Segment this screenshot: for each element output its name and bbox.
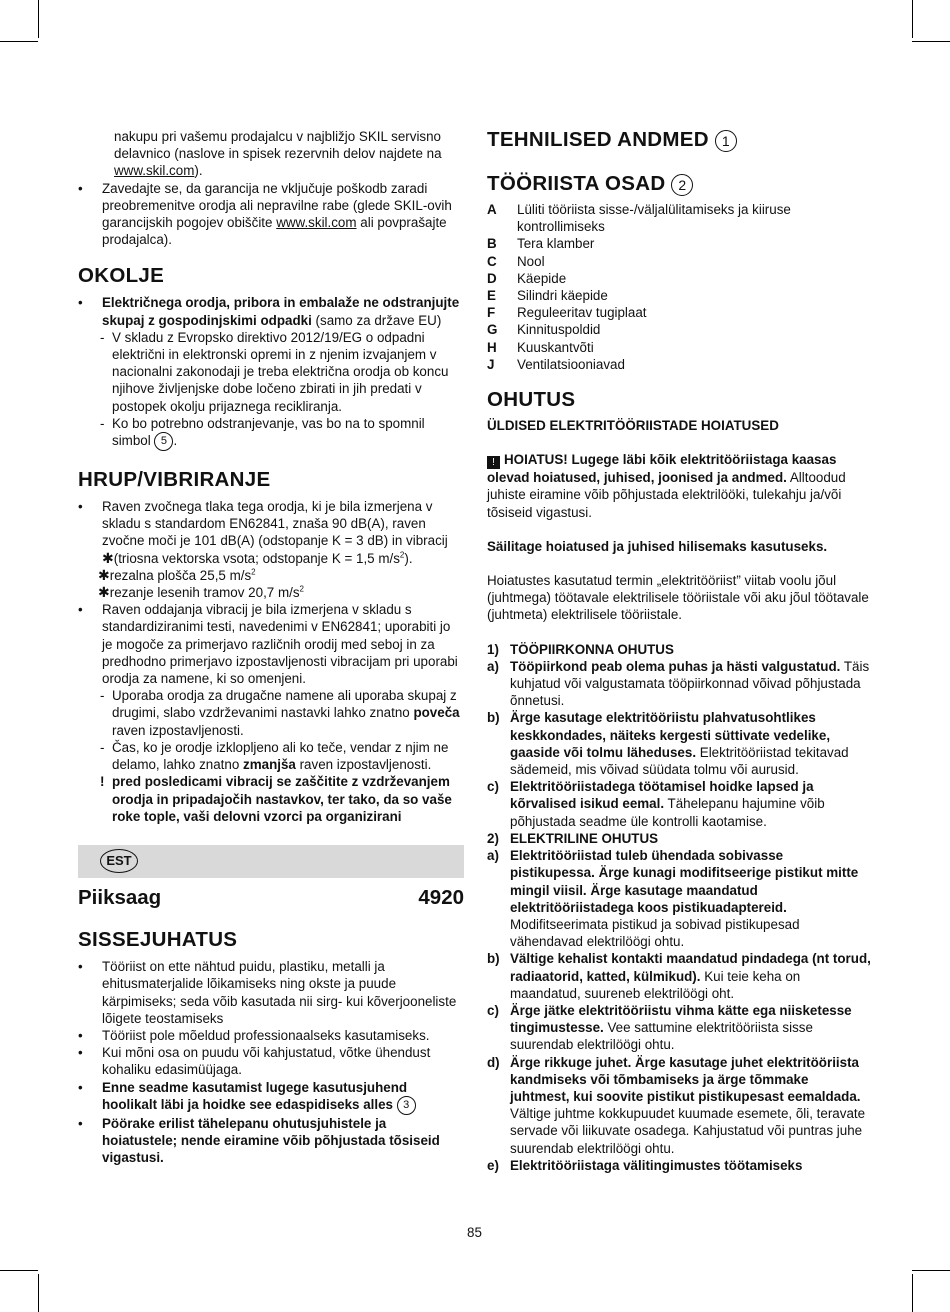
part-label: Kinnituspoldid — [517, 322, 601, 338]
parts-list-item — [487, 339, 871, 356]
safety-section-heading: 1) TÖÖPIIRKONNA OHUTUS — [487, 641, 674, 657]
parts-list — [487, 201, 871, 373]
vibration-value: ✱rezanje lesenih tramov 20,7 $m/s^2$ — [98, 584, 304, 601]
part-key: J — [487, 356, 495, 372]
crop-mark — [38, 0, 39, 38]
list-item: • Enne seadme kasutamist lugege kasutusjuhend hoolikalt läbi ja hoidke see edaspidiseks alles 3 — [78, 1079, 464, 1115]
left-column — [78, 128, 464, 1166]
list-item: • Raven oddajanja vibracij je bila izmerjena v skladu s standardiziranimi testi, navedenimi v EN62841; uporabiti jo je mogoče za primerjavo različnih orodij med seboj in za predhodno primerjavo izpostavljenosti vibracijam pri uporabi orodja za namene, ki so omenjeni. — [78, 601, 464, 687]
keep-instructions: Säilitage hoiatused ja juhised hilisemaks kasutuseks. — [487, 538, 828, 554]
section-heading: TEHNILISED ANDMED 1 — [487, 128, 871, 152]
product-name: Piiksaag — [78, 885, 162, 909]
language-bar — [78, 845, 464, 878]
part-label: Tera klamber — [517, 236, 595, 252]
term-definition: Hoiatustes kasutatud termin „elektritööriist” viitab voolu jõul (juhtmega) töötavale elektrilisele tööriistale või aku jõul töötavale (juhtmeta) elektrilisele tööriistale. — [487, 573, 869, 623]
product-title-row — [78, 885, 464, 909]
list-item: - Uporaba orodja za drugačne namene ali uporaba skupaj z drugimi, slabo vzdrževanimi nastavki lahko znatno poveča raven izpostavljenosti. — [100, 688, 460, 738]
part-key: A — [487, 202, 497, 217]
part-key: B — [487, 236, 497, 252]
crop-mark — [38, 1274, 39, 1312]
section-heading: HRUP/VIBRIRANJE — [78, 468, 271, 492]
part-key: H — [487, 339, 497, 355]
item-marker: b) — [487, 951, 500, 967]
crop-mark — [0, 41, 38, 42]
product-number: 4920 — [418, 885, 464, 909]
safety-item: a) Elektritööriistad tuleb ühendada sobivasse pistikupessa. Ärge kunagi modifitseerige pistikut mitte mingil viisil. Ärge kasutage maandatud elektritööriistadega koos pistikuadaptereid. Modifitseerimata pistikud ja sobivad pistikupesad vähendavad elektrilöögi ohtu. — [487, 848, 859, 950]
crop-mark — [912, 1274, 913, 1312]
parts-list-item — [487, 235, 871, 252]
item-marker: e) — [487, 1157, 499, 1173]
part-label: Kuuskantvõti — [517, 339, 594, 355]
crop-mark — [912, 1270, 950, 1271]
part-key: F — [487, 305, 496, 321]
figure-reference: 2 — [671, 174, 693, 196]
safety-item: c) Elektritööriistadega töötamisel hoidke lapsed ja kõrvalised isikud eemal. Tähelepanu hajumine võib põhjustada seadme üle kontrolli kaotamise. — [487, 779, 825, 829]
skil-link[interactable]: www.skil.com — [276, 215, 357, 231]
warning-paragraph: ! HOIATUS! Lugege läbi kõik elektritööriistaga kaasas olevad hoiatused, juhised, joonised ja andmed. Alltoodud juhiste eiramine võib põhjustada elektrilööki, tulekahju ja/või tõsiseid vigastusi. — [487, 452, 846, 520]
item-marker: d) — [487, 1054, 500, 1070]
part-key: E — [487, 288, 496, 304]
part-label: Käepide — [517, 270, 567, 286]
vibration-value: ✱rezalna plošča 25,5 $m/s^2$ — [98, 566, 256, 583]
item-marker: c) — [487, 779, 499, 795]
part-key: G — [487, 322, 498, 338]
parts-list-item — [487, 287, 871, 304]
list-item: • Pöörake erilist tähelepanu ohutusjuhistele ja hoiatustele; nende eiramine võib põhjustada tõsiseid vigastusi. — [78, 1115, 464, 1167]
part-label: Lüliti tööriista sisse-/väljalülitamiseks ja kiiruse kontrollimiseks — [517, 202, 791, 235]
parts-list-item — [487, 321, 871, 338]
safety-item: a) Tööpiirkond peab olema puhas ja hästi valgustatud. Täis kuhjatud või valgustamata tööpiirkonnad võivad põhjustada õnnetusi. — [487, 658, 870, 709]
parts-list-item — [487, 270, 871, 287]
item-marker: c) — [487, 1002, 499, 1018]
parts-list-item — [487, 304, 871, 321]
item-marker: b) — [487, 710, 500, 726]
item-marker: 2) — [487, 830, 499, 846]
list-item: • Raven zvočnega tlaka tega orodja, ki je bila izmerjena v skladu s standardom EN62841, znaša 90 dB(A), raven zvočne moči je 101 dB(A) (odstopanje K = 3 dB) in vibracij ✱(triosna vektorska vsota; odstopanje K = 1,5 $m/s^2$). — [78, 498, 464, 567]
section-heading: OKOLJE — [78, 264, 165, 288]
section-heading: OHUTUS — [487, 388, 576, 412]
parts-list-item — [487, 253, 871, 270]
item-marker: a) — [487, 658, 499, 674]
asterisk-icon: ✱ — [98, 566, 110, 583]
parts-list-item — [487, 356, 871, 373]
list-item: - Čas, ko je orodje izklopljeno ali ko teče, vendar z njim ne delamo, lahko znatno zmanjša raven izpostavljenosti. — [100, 739, 449, 773]
asterisk-icon: ✱ — [102, 549, 114, 566]
item-marker: 1) — [487, 641, 499, 657]
asterisk-icon: ✱ — [98, 584, 110, 601]
parts-list-item — [487, 201, 871, 235]
language-badge: EST — [100, 849, 138, 873]
list-item: • Električnega orodja, pribora in embalaže ne odstranjujte skupaj z gospodinjskimi odpadki (samo za države EU) — [78, 294, 464, 328]
subsection-heading: ÜLDISED ELEKTRITÖÖRIISTADE HOIATUSED — [487, 418, 779, 434]
part-key: C — [487, 253, 497, 269]
list-item: - V skladu z Evropsko direktivo 2012/19/EG o odpadni električni in elektronski opremi in z njenim izvajanjem v nacionalni zakonodaji je treba električna orodja ob koncu njihove življenjske dobe ločeno zbirati in jih predati v postopek okolju prijaznega recikliranja. — [100, 329, 449, 414]
part-label: Silindri käepide — [517, 288, 608, 304]
part-label: Reguleeritav tugiplaat — [517, 305, 647, 321]
skil-link[interactable]: www.skil.com — [114, 163, 195, 179]
list-item: • Kui mõni osa on puudu või kahjustatud, võtke ühendust kohaliku edasimüüjaga. — [78, 1044, 464, 1078]
crop-mark — [0, 1270, 38, 1271]
list-item: - Ko bo potrebno odstranjevanje, vas bo na to spomnil simbol 5 . — [78, 415, 464, 451]
list-item: ! pred posledicami vibracij se zaščitite z vzdrževanjem orodja in pripadajočih nastavkov, ter tako, da so vaše roke tople, vaši delovni vzorci pa organizirani — [100, 774, 452, 824]
crop-mark — [912, 41, 950, 42]
section-heading: TÖÖRIISTA OSAD 2 — [487, 172, 871, 196]
section-heading: SISSEJUHATUS — [78, 928, 238, 952]
list-item: • Tööriist pole mõeldud professionaalseks kasutamiseks. — [78, 1027, 464, 1044]
symbol-reference: 5 — [154, 432, 173, 451]
part-key: D — [487, 270, 497, 286]
crop-mark — [912, 0, 913, 38]
list-item: • Tööriist on ette nähtud puidu, plastiku, metalli ja ehitusmaterjalide lõikamiseks ning okste ja puude kärpimiseks; seda võib kasutada nii sirg- kui kõverjooneliste lõigete teostamiseks — [78, 958, 464, 1027]
safety-item: e) Elektritööriistaga välitingimustes töötamiseks — [487, 1157, 803, 1173]
part-label: Nool — [517, 253, 545, 269]
list-item: • Zavedajte se, da garancija ne vključuje poškodb zaradi preobremenitve orodja ali nepravilne rabe (glede SKIL-ovih garancijskih pogojev obiščite www.skil.com ali povprašajte prodajalca). — [78, 180, 464, 249]
page-number: 85 — [467, 1225, 482, 1240]
safety-item: b) Ärge kasutage elektritööriistu plahvatusohtlikes keskkondades, näiteks kergesti süttivate vedelike, gaaside või tolmu läheduses. Elektritööriistad tekitavad sädemeid, mis võivad süüdata tolmu või aurusid. — [487, 710, 849, 778]
symbol-reference: 3 — [397, 1096, 416, 1115]
warranty-continuation: nakupu pri vašemu prodajalcu v najbližjo SKIL servisno delavnico (naslove in spisek rezervnih delov najdete na www.skil.com). — [114, 129, 442, 179]
figure-reference: 1 — [715, 130, 737, 152]
part-label: Ventilatsiooniavad — [517, 356, 625, 372]
right-column — [487, 128, 871, 1174]
item-marker: a) — [487, 848, 499, 864]
safety-list — [487, 641, 871, 1174]
safety-item: d) Ärge rikkuge juhet. Ärge kasutage juhet elektritööriista kandmiseks või tõmbamiseks ja ärge tõmmake juhtmest, kui soovite pistikut pistikupesast eemaldada. Vältige juhtme kokkupuudet kuumade esemete, õli, teravate servade või liikuvate osadega. Kahjustatud või puntras juhe suurendab elektrilöögi ohtu. — [487, 1054, 866, 1156]
safety-item: c) Ärge jätke elektritööriistu vihma kätte ega niisketesse tingimustesse. Vee sattumine elektritööriista sisse suurendab elektrilöögi ohtu. — [487, 1002, 852, 1053]
safety-section-heading: 2) ELEKTRILINE OHUTUS — [487, 830, 659, 846]
safety-item: b) Vältige kehalist kontakti maandatud pindadega (nt torud, radiaatorid, katted, külmikud). Kui teie keha on maandatud, suureneb elektrilöögi oht. — [487, 951, 871, 1001]
warning-icon: ! — [487, 456, 500, 469]
